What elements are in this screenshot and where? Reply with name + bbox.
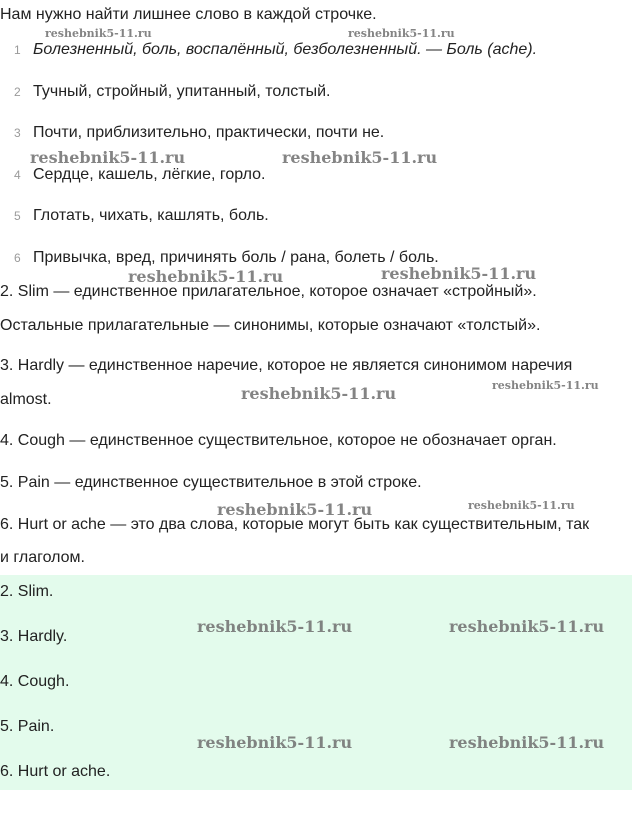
answer-item: 3. Hardly. xyxy=(0,628,68,645)
item-text-5: Глотать, чихать, кашлять, боль. xyxy=(33,207,269,224)
watermark: reshebnik5-11.ru xyxy=(197,733,353,752)
watermark: reshebnik5-11.ru xyxy=(348,27,455,40)
item-number-3: 3 xyxy=(14,126,21,140)
answers-box xyxy=(0,575,632,790)
watermark: reshebnik5-11.ru xyxy=(217,500,373,519)
item-text-1: Болезненный, боль, воспалённый, безболезненный. — Боль (ache). xyxy=(33,41,538,58)
explanation-line: Остальные прилагательные — синонимы, которые означают «толстый». xyxy=(0,317,541,334)
answer-item: 6. Hurt or ache. xyxy=(0,763,111,780)
item-text-2: Тучный, стройный, упитанный, толстый. xyxy=(33,83,331,100)
watermark: reshebnik5-11.ru xyxy=(381,264,537,283)
watermark: reshebnik5-11.ru xyxy=(45,27,152,40)
watermark: reshebnik5-11.ru xyxy=(241,384,397,403)
item-number-6: 6 xyxy=(14,251,21,265)
explanation-line: 2. Slim — единственное прилагательное, которое означает «стройный». xyxy=(0,283,537,300)
item-number-1: 1 xyxy=(14,43,21,57)
explanation-line: 6. Hurt or ache — это два слова, которые могут быть как существительным, так xyxy=(0,516,590,533)
watermark: reshebnik5-11.ru xyxy=(128,267,284,286)
explanation-line: 3. Hardly — единственное наречие, которое не является синонимом наречия xyxy=(0,357,573,374)
watermark: reshebnik5-11.ru xyxy=(468,499,575,512)
item-text-6: Привычка, вред, причинять боль / рана, болеть / боль. xyxy=(33,249,439,266)
watermark: reshebnik5-11.ru xyxy=(30,148,186,167)
item-text-4: Сердце, кашель, лёгкие, горло. xyxy=(33,166,266,183)
answer-item: 4. Cough. xyxy=(0,673,70,690)
item-number-4: 4 xyxy=(14,168,21,182)
item-number-5: 5 xyxy=(14,209,21,223)
answer-item: 2. Slim. xyxy=(0,583,54,600)
watermark: reshebnik5-11.ru xyxy=(492,379,599,392)
explanation-line: almost. xyxy=(0,391,52,408)
watermark: reshebnik5-11.ru xyxy=(449,733,605,752)
explanation-line: и глаголом. xyxy=(0,549,85,566)
explanation-line: 5. Pain — единственное существительное в этой строке. xyxy=(0,474,422,491)
explanation-line: 4. Cough — единственное существительное, которое не обозначает орган. xyxy=(0,432,557,449)
item-text-3: Почти, приблизительно, практически, почти не. xyxy=(33,124,385,141)
answer-item: 5. Pain. xyxy=(0,718,55,735)
item-number-2: 2 xyxy=(14,85,21,99)
intro-text: Нам нужно найти лишнее слово в каждой строчке. xyxy=(0,6,377,23)
watermark: reshebnik5-11.ru xyxy=(197,617,353,636)
watermark: reshebnik5-11.ru xyxy=(282,148,438,167)
watermark: reshebnik5-11.ru xyxy=(449,617,605,636)
